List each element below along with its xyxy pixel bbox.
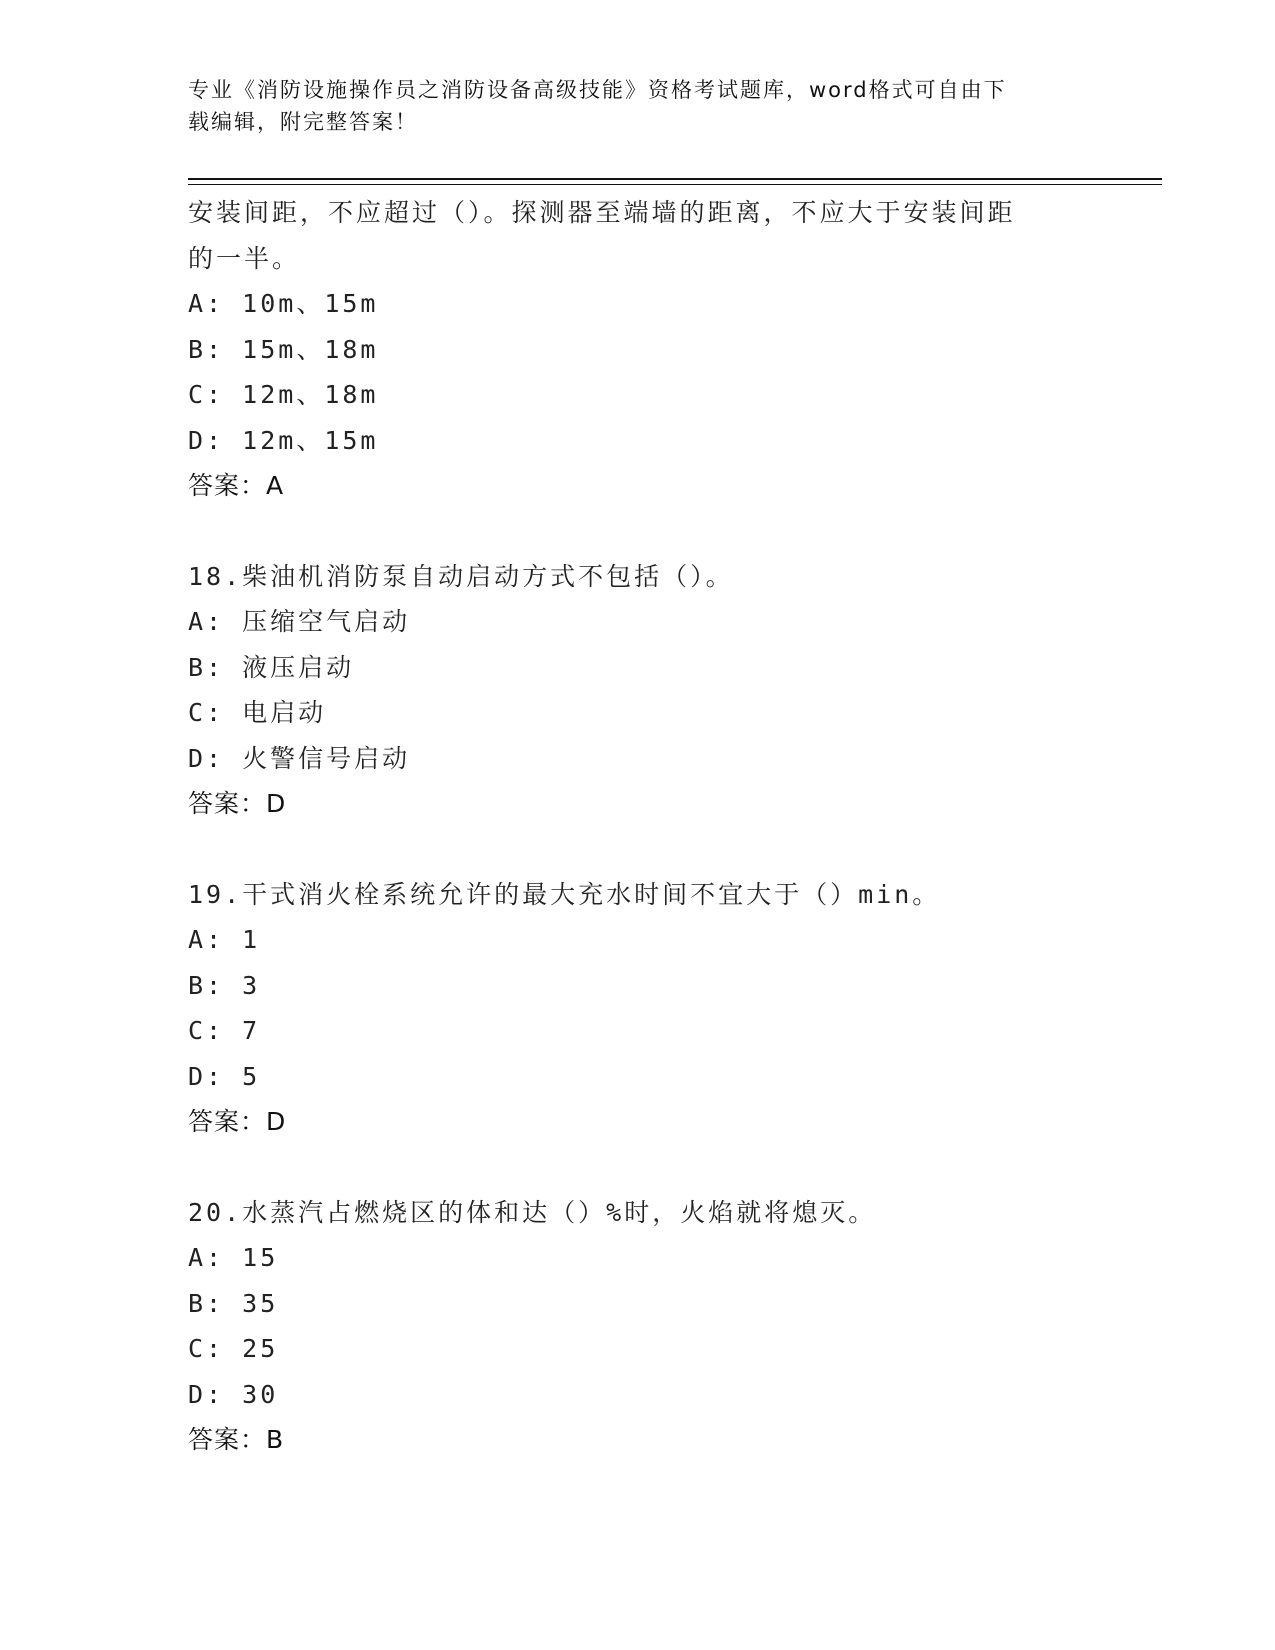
option-a bbox=[188, 599, 1088, 645]
option-text: 压缩空气启动 bbox=[242, 607, 411, 636]
answer-line: 答案：D bbox=[188, 789, 287, 818]
option-b bbox=[188, 1281, 1088, 1327]
option-text: 12m、15m bbox=[242, 425, 379, 455]
option-b bbox=[188, 963, 1088, 1009]
option-d bbox=[188, 418, 1088, 464]
question-stem-line: 安装间距，不应超过（）。探测器至端墙的距离，不应大于安装间距 bbox=[188, 198, 1016, 227]
answer-line: 答案：A bbox=[188, 471, 285, 500]
question-stem: 19.干式消火栓系统允许的最大充水时间不宜大于（）min。 bbox=[188, 879, 941, 909]
question-stem: 18.柴油机消防泵自动启动方式不包括（）。 bbox=[188, 561, 734, 591]
option-text: 30 bbox=[242, 1379, 279, 1409]
option-letter: C: bbox=[188, 1016, 225, 1045]
option-text: 火警信号启动 bbox=[242, 743, 411, 773]
option-letter: D: bbox=[188, 425, 225, 455]
option-a bbox=[188, 281, 1088, 327]
option-text: 35 bbox=[242, 1288, 279, 1318]
option-b bbox=[188, 327, 1088, 373]
header-divider-thick bbox=[188, 178, 1162, 180]
option-d bbox=[188, 1054, 1088, 1100]
option-letter: C: bbox=[188, 698, 225, 727]
option-b bbox=[188, 645, 1088, 691]
option-letter: B: bbox=[188, 334, 225, 364]
option-text: 15 bbox=[242, 1243, 279, 1272]
option-letter: D: bbox=[188, 1379, 225, 1409]
option-text: 12m、18m bbox=[242, 380, 379, 409]
option-c bbox=[188, 372, 1088, 418]
question-stem: 20.水蒸汽占燃烧区的体和达（）%时，火焰就将熄灭。 bbox=[188, 1197, 877, 1227]
option-text: 液压启动 bbox=[242, 652, 355, 682]
answer-line: 答案：B bbox=[188, 1425, 285, 1454]
option-text: 25 bbox=[242, 1334, 279, 1363]
option-letter: B: bbox=[188, 1288, 225, 1318]
option-text: 10m、15m bbox=[242, 289, 379, 318]
spacer bbox=[188, 827, 1088, 872]
question-block-continued bbox=[188, 190, 1088, 509]
spacer bbox=[188, 1145, 1088, 1190]
question-block-19 bbox=[188, 872, 1088, 1145]
option-c bbox=[188, 690, 1088, 736]
option-text: 5 bbox=[242, 1061, 261, 1091]
option-text: 7 bbox=[242, 1016, 261, 1045]
option-text: 电启动 bbox=[242, 698, 327, 727]
option-letter: A: bbox=[188, 925, 225, 954]
header-line-2: 载编辑，附完整答案！ bbox=[188, 110, 418, 134]
option-letter: A: bbox=[188, 1243, 225, 1272]
question-stem-line: 的一半。 bbox=[188, 243, 301, 273]
option-letter: B: bbox=[188, 652, 225, 682]
option-a bbox=[188, 917, 1088, 963]
option-text: 15m、18m bbox=[242, 334, 379, 364]
option-text: 1 bbox=[242, 925, 261, 954]
option-letter: B: bbox=[188, 970, 225, 1000]
document-header bbox=[188, 74, 1068, 138]
option-letter: C: bbox=[188, 380, 225, 409]
option-letter: A: bbox=[188, 607, 225, 636]
spacer bbox=[188, 509, 1088, 554]
option-letter: D: bbox=[188, 1061, 225, 1091]
option-a bbox=[188, 1235, 1088, 1281]
answer-line: 答案：D bbox=[188, 1107, 287, 1136]
header-divider-thin bbox=[188, 184, 1162, 185]
option-d bbox=[188, 736, 1088, 782]
option-c bbox=[188, 1008, 1088, 1054]
question-list bbox=[188, 190, 1088, 1463]
question-block-20 bbox=[188, 1190, 1088, 1463]
option-letter: C: bbox=[188, 1334, 225, 1363]
option-letter: D: bbox=[188, 743, 225, 773]
header-line-1: 专业《消防设施操作员之消防设备高级技能》资格考试题库，word格式可自由下 bbox=[188, 78, 1007, 102]
option-text: 3 bbox=[242, 970, 261, 1000]
question-block-18 bbox=[188, 554, 1088, 827]
option-letter: A: bbox=[188, 289, 225, 318]
option-c bbox=[188, 1326, 1088, 1372]
option-d bbox=[188, 1372, 1088, 1418]
